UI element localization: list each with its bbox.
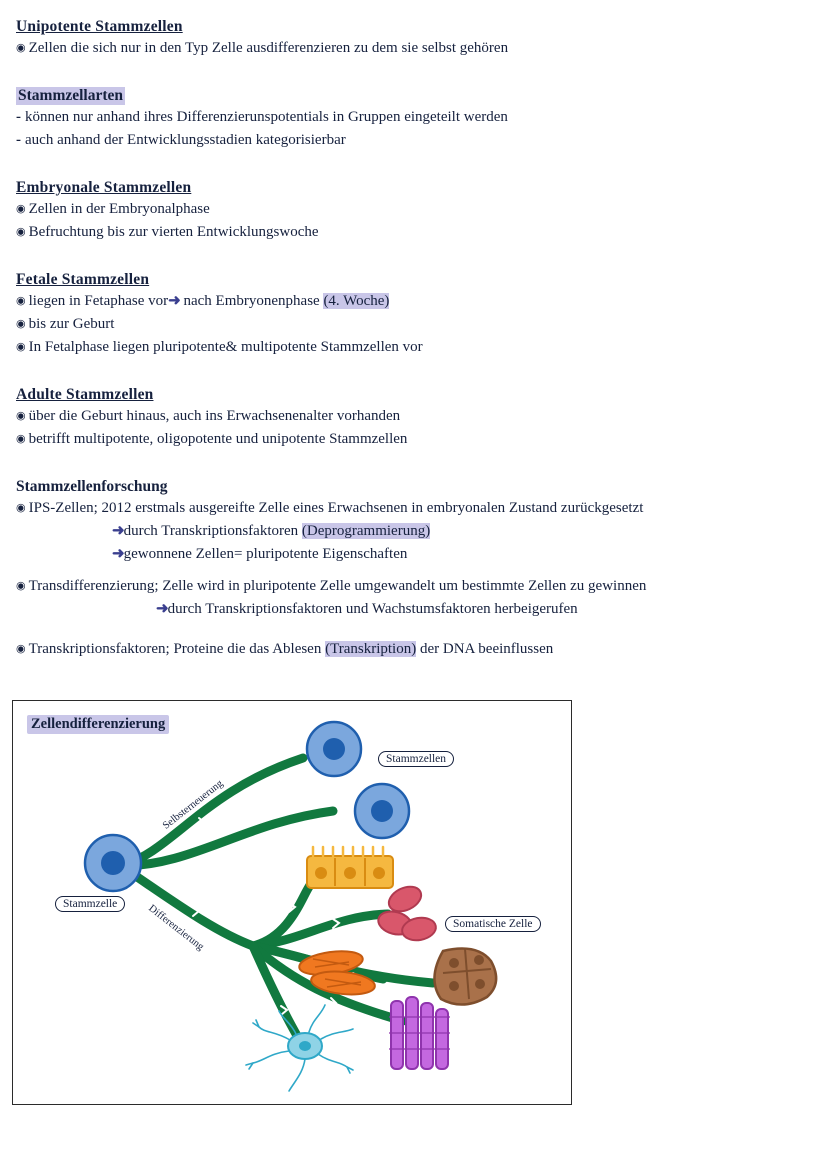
section-heading: Adulte Stammzellen (16, 386, 154, 403)
cell-differentiation-figure (12, 700, 572, 1105)
label-differenzierung: Differenzierung (146, 903, 206, 953)
note-line (16, 521, 806, 542)
section-unipotente-stammzellen (16, 18, 806, 59)
label-stammzellen: Stammzellen (378, 751, 454, 767)
note-line: ◉ Zellen die sich nur in den Typ Zelle ausdifferenzieren zu dem sie selbst gehören (16, 38, 806, 59)
note-line: ◉ Befruchtung bis zur vierten Entwicklungswoche (16, 222, 806, 243)
note-highlight: (Transkription) (325, 641, 417, 657)
note-text-after: der DNA beeinflussen (416, 641, 554, 657)
note-line: ◉ Transdifferenzierung; Zelle wird in pluripotente Zelle umgewandelt um bestimmte Zellen zu gewinnen (16, 576, 806, 597)
section-heading: Stammzellenforschung (16, 478, 168, 495)
note-line (16, 599, 806, 620)
arrow-icon: ➜ (156, 601, 168, 617)
section-stammzellarten (16, 87, 806, 151)
stem-cell-second (355, 784, 409, 838)
note-line: ◉ betrifft multipotente, oligopotente und unipotente Stammzellen (16, 429, 806, 450)
note-line: ◉ IPS-Zellen; 2012 erstmals ausgereifte Zelle eines Erwachsenen in embryonalen Zustand zurückgesetzt (16, 498, 806, 519)
note-line: ◉ In Fetalphase liegen pluripotente& multipotente Stammzellen vor (16, 337, 806, 358)
arrow-icon: ➜ (112, 546, 124, 562)
label-selbsterneuerung: Selbsterneuerung (161, 778, 226, 832)
arrow-icon: ➜ (112, 523, 124, 539)
note-text: durch Transkriptionsfaktoren und Wachstumsfaktoren herbeigerufen (167, 601, 578, 617)
section-stammzellenforschung (16, 478, 806, 660)
note-line (16, 639, 806, 660)
note-line (16, 291, 806, 312)
section-adulte-stammzellen (16, 386, 806, 450)
note-highlight: (4. Woche) (323, 293, 390, 309)
note-line: ◉ über die Geburt hinaus, auch ins Erwachsenenalter vorhanden (16, 406, 806, 427)
note-line: - können nur anhand ihres Differenzierunspotentials in Gruppen eingeteilt werden (16, 107, 806, 128)
note-text: liegen in Fetaphase vor (28, 293, 169, 309)
label-stammzelle: Stammzelle (55, 896, 125, 912)
note-text: gewonnene Zellen= pluripotente Eigenschaften (123, 546, 408, 562)
branch-selfrenewal-2 (121, 811, 333, 866)
neuron-cell (246, 1005, 353, 1091)
epithelial-cells (307, 847, 393, 888)
note-line: - auch anhand der Entwicklungsstadien kategorisierbar (16, 130, 806, 151)
note-text: Transkriptionsfaktoren; Proteine die das Ablesen (28, 641, 326, 657)
section-fetale-stammzellen (16, 271, 806, 358)
blood-cells (376, 882, 438, 943)
section-heading: Unipotente Stammzellen (16, 18, 183, 35)
liver-cells (434, 949, 496, 1005)
chevron-icon (243, 842, 249, 852)
figure-title: Zellendifferenzierung (27, 715, 169, 734)
label-somatische-zelle: Somatische Zelle (445, 916, 541, 932)
note-line (16, 544, 806, 565)
stem-cell-top (307, 722, 361, 776)
stem-cell-left (85, 835, 141, 891)
chevron-icon (199, 818, 205, 828)
note-text-after: nach Embryonenphase (183, 293, 324, 309)
note-line: ◉ bis zur Geburt (16, 314, 806, 335)
branch-blood (253, 914, 388, 946)
section-embryonale-stammzellen (16, 179, 806, 243)
note-text: durch Transkriptionsfaktoren (123, 523, 302, 539)
section-heading: Fetale Stammzellen (16, 271, 150, 288)
section-heading: Embryonale Stammzellen (16, 179, 192, 196)
note-line: ◉ Zellen in der Embryonalphase (16, 199, 806, 220)
section-heading: Stammzellarten (18, 87, 124, 104)
arrow-icon: ➜ (168, 293, 180, 309)
note-highlight: (Deprogrammierung) (301, 523, 431, 539)
